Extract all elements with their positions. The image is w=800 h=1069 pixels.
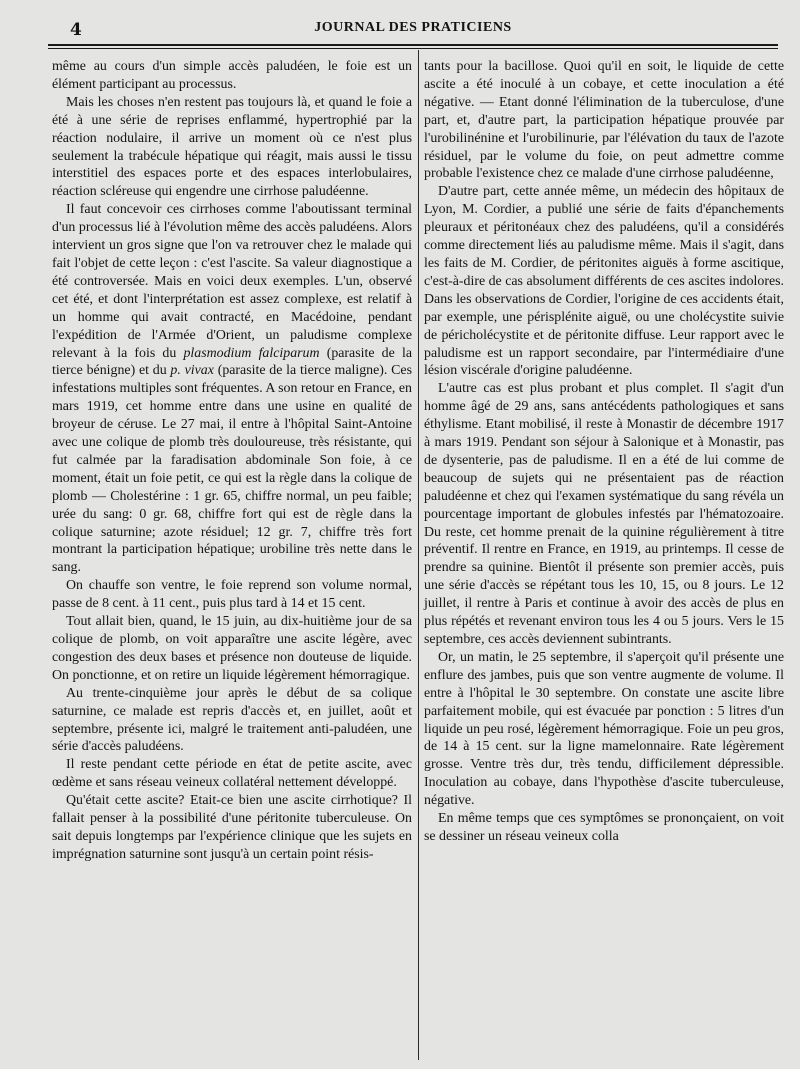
page-header bbox=[48, 16, 778, 42]
paragraph: même au cours d'un simple accès paludéen, le foie est un élément participant au processus. bbox=[52, 59, 412, 92]
paragraph: Il reste pendant cette période en état de petite ascite, avec œdème et sans réseau veineux collatéral nettement développé. bbox=[52, 757, 412, 791]
paragraph: Tout allait bien, quand, le 15 juin, au dix-huitième jour de sa colique de plomb, on voit apparaître une ascite légère, avec congestion des deux bases et présence non douteuse de liquide. On ponctionne, et on retire un liquide légèrement hémorragique. bbox=[52, 614, 412, 683]
paragraph: L'autre cas est plus probant et plus complet. Il s'agit d'un homme âgé de 29 ans, sans antécédents pathologiques et sans éthylisme. Etant mobilisé, il reste à Monastir de décembre 1917 à mars 1919. Pendant son séjour à Salonique et à Monastir, pas de dysenterie, pas de paludisme. Il en a été de lui comme de beaucoup de sujets qui ne présentaient pas de réaction paludéenne et chez qui l'examen systématique du sang révéla un pourcentage important de globules infestés par l'hématozoaire. Du reste, cet homme prenait de la quinine régulièrement à titre préventif. Il rentre en France, en 1919, au printemps. Il cesse de prendre sa quinine. Bientôt il présente son premier accès, puis une série d'accès se répétant tous les 10, 15, ou 8 jours. Le 12 juillet, il rentre à Paris et continue à avoir des accès de plus en plus répétés et revenant environ tous les 4 ou 5 jours. Vers le 15 septembre, ces accès deviennent subintrants. bbox=[424, 381, 784, 647]
paragraph: tants pour la bacillose. Quoi qu'il en soit, le liquide de cette ascite a été inoculé à un cobaye, et cette inoculation a été négative. — Etant donné l'élimination de la tuberculose, d'une part, et, d'autre part, la participation hépatique prouvée par l'urobilinénine et l'urobilinurie, par l'élévation du taux de l'azote résiduel, par le volume du foie, on peut admettre comme probable l'existence chez ce malade d'une cirrhose paludéenne, bbox=[424, 59, 784, 182]
right-column bbox=[424, 58, 784, 846]
paragraph: On chauffe son ventre, le foie reprend son volume normal, passe de 8 cent. à 11 cent., puis plus tard à 14 et 15 cent. bbox=[52, 578, 412, 612]
italic-term: p. vivax bbox=[170, 363, 214, 379]
paragraph: Au trente-cinquième jour après le début de sa colique saturnine, ce malade est repris d'accès et, en juillet, août et septembre, présente ici, malgré le traitement anti-paludéen, une série d'accès paludéens. bbox=[52, 685, 412, 755]
page-number: 4 bbox=[70, 20, 82, 40]
paragraph: En même temps que ces symptômes se prononçaient, on voit se dessiner un réseau veineux colla bbox=[424, 811, 784, 844]
paragraph bbox=[52, 201, 412, 577]
header-rule-thin bbox=[48, 48, 778, 49]
paragraph: D'autre part, cette année même, un médecin des hôpitaux de Lyon, M. Cordier, a publié une série de faits d'épanchements pleuraux et péritonéaux chez des paludéens, qu'il a considérés comme directement liés au paludisme même. Mais il s'agit, dans les faits de M. Cordier, de péritonites aiguës à forme ascitique, c'est-à-dire de cas absolument différents de ces ascites indolores. Dans les observations de Cordier, l'origine de ces accidents était, par exemple, une périsplénite aiguë, ou une cholécystite suivie de péricholécystite et de péritonite diffuse. Leur rapport avec le paludisme est un rapport secondaire, par l'intermédiaire d'une lésion viscérale d'origine paludéenne. bbox=[424, 184, 784, 379]
paragraph: Qu'était cette ascite? Etait-ce bien une ascite cirrhotique? Il fallait penser à la possibilité d'une péritonite tuberculeuse. On sait depuis longtemps par l'expérience clinique que les sujets en imprégnation saturnine sont jusqu'à un certain point résis- bbox=[52, 793, 412, 862]
column-divider bbox=[418, 50, 419, 1060]
paragraph: Or, un matin, le 25 septembre, il s'aperçoit qu'il présente une enflure des jambes, puis que son ventre augmente de volume. Il entre à l'hôpital le 30 septembre. On constate une ascite libre parfaitement mobile, qui est évacuée par ponction : 5 litres d'un liquide un peu rosé, légèrement hémorragique. Foie un peu gros, de 14 à 15 cent. sur la ligne mamelonnaire. Rate légèrement grosse. Ventre très dur, très tendu, difficilement dépressible. Inoculation au cobaye, dans l'hypothèse d'ascite tuberculeuse, négative. bbox=[424, 649, 784, 809]
header-rule-thick bbox=[48, 44, 778, 46]
italic-term: plasmodium falciparum bbox=[183, 345, 320, 361]
paragraph-text: Il faut concevoir ces cirrhoses comme l'aboutissant terminal d'un processus lié à l'évolution même des accès paludéens. Alors intervient un gros signe que l'on va retrouver chez le malade qui fait l'objet de cette leçon : c'est l'ascite. Sa valeur diagnostique a été controversée. Mais en voici deux exemples. L'un, observé cet été, et dont l'interprétation est assez complexe, est relatif à un homme qui avait contracté, en Macédoine, pendant l'expédition de l'Armée d'Orient, un paludisme complexe relevant à la fois du bbox=[52, 202, 412, 361]
left-column bbox=[52, 58, 412, 864]
paragraph: Mais les choses n'en restent pas toujours là, et quand le foie a été à une série de reprises enflammé, hypertrophié par la réaction nodulaire, il arrive un moment où ce n'est plus seulement la trabécule hépatique qui réagit, mais aussi le tissu interstitiel des espaces porte et des espaces interlobulaires, réaction scléreuse qui engendre une cirrhose paludéenne. bbox=[52, 94, 412, 200]
journal-title: JOURNAL DES PRATICIENS bbox=[314, 20, 512, 35]
paragraph-text: (parasite de la tierce maligne). Ces infestations multiples sont fréquentes. A son retour en France, en mars 1919, cet homme entre dans une usine en qualité de broyeur de céruse. Le 27 mai, il entre à l'hôpital Saint-Antoine avec une colique de plomb très douloureuse, très résistante, qui fut calmée par la faradisation abdominale Son foie, à ce moment, était un foie petit, ce qui est la règle dans la colique de plomb — Cholestérine : 1 gr. 65, chiffre normal, un peu faible; urée du sang: 0 gr. 68, chiffre fort qui est de règle dans la colique saturnine; azote résiduel; 12 gr. 7, chiffre très fort montrant la participation hépatique; urobiline très nette dans le sang. bbox=[52, 363, 412, 576]
paragraph-text: (parasite de la tierce bénigne) et du bbox=[52, 345, 412, 379]
